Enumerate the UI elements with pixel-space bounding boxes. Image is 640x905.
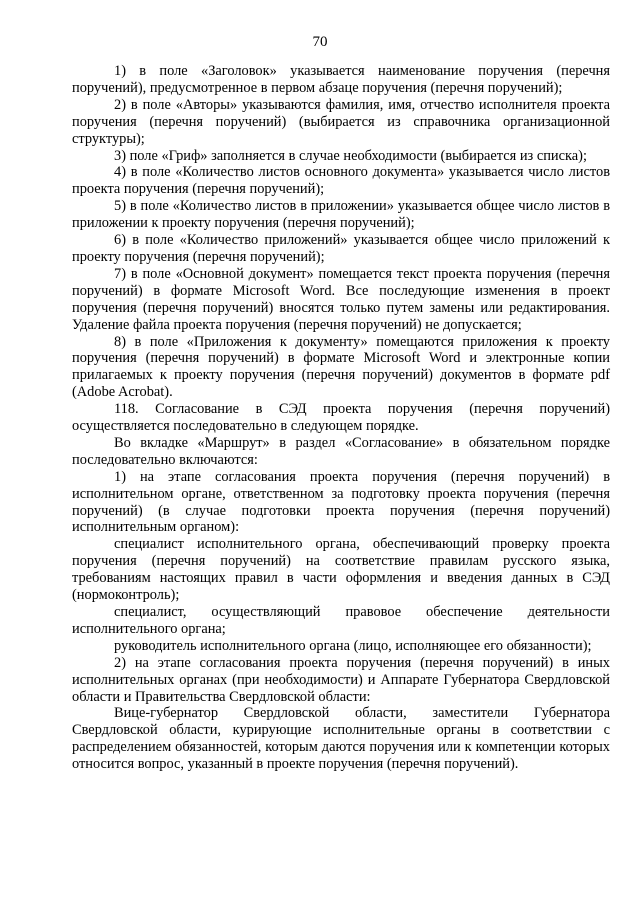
document-body <box>72 63 610 773</box>
paragraph-head-of-body: руководитель исполнительного органа (лицо, исполняющее его обязанности); <box>114 637 592 654</box>
paragraph-item-4: 4) в поле «Количество листов основного документа» указывается число листов проекта поручения (перечня поручений); <box>72 164 610 198</box>
paragraph-legal-specialist: специалист, осуществляющий правовое обеспечение деятельности исполнительного органа; <box>72 604 610 637</box>
paragraph-item-5: 5) в поле «Количество листов в приложении» указывается общее число листов в приложении к проекту поручения (перечня поручений); <box>72 198 610 232</box>
paragraph-vice-governor: Вице-губернатор Свердловской области, заместители Губернатора Свердловской области, курирующие исполнительные органы в соответствии с распределением обязанностей, которым даются поручения или к компетенции которых относится вопрос, указанный в проекте поручения (перечня поручений). <box>72 705 610 773</box>
paragraph-item-6: 6) в поле «Количество приложений» указывается общее число приложений к проекту поручения (перечня поручений); <box>72 232 610 265</box>
paragraph-stage-2: 2) на этапе согласования проекта поручения (перечня поручений) в иных исполнительных органах (при необходимости) и Аппарате Губернатора Свердловской области и Правительства Свердловской области: <box>72 654 610 705</box>
paragraph-item-2: 2) в поле «Авторы» указываются фамилия, имя, отчество исполнителя проекта поручения (перечня поручений) (выбирается из справочника организационной структуры); <box>72 96 610 147</box>
paragraph-stage-1: 1) на этапе согласования проекта поручения (перечня поручений) в исполнительном органе, ответственном за подготовку проекта поручения (перечня поручений) (в случае подготовки проекта поручения (перечня поручений) исполнительным органом): <box>72 468 610 536</box>
paragraph-route-intro: Во вкладке «Маршрут» в раздел «Согласование» в обязательном порядке последовательно включаются: <box>72 434 610 468</box>
paragraph-item-3: 3) поле «Гриф» заполняется в случае необходимости (выбирается из списка); <box>114 147 587 164</box>
paragraph-clause-118: 118. Согласование в СЭД проекта поручения (перечня поручений) осуществляется последовательно в следующем порядке. <box>72 401 610 435</box>
paragraph-normocontrol-specialist: специалист исполнительного органа, обеспечивающий проверку проекта поручения (перечня поручений) на соответствие правилам русского языка, требованиям настоящих правил в части оформления и введения данных в СЭД (нормоконтроль); <box>72 536 610 604</box>
paragraph-item-7: 7) в поле «Основной документ» помещается текст проекта поручения (перечня поручений) в формате Microsoft Word. Все последующие изменения в проект поручения (перечня поручений) вносятся только путем замены или редактирования. Удаление файла проекта поручения (перечня поручений) не допускается; <box>72 265 610 333</box>
paragraph-item-8: 8) в поле «Приложения к документу» помещаются приложения к проекту поручения (перечня поручений) в формате Microsoft Word и электронные копии прилагаемых к проекту поручения (перечня поручений) документов в формате pdf (Adobe Acrobat). <box>72 333 610 401</box>
paragraph-item-1: 1) в поле «Заголовок» указывается наименование поручения (перечня поручений), предусмотренное в первом абзаце поручения (перечня поручений); <box>72 63 610 96</box>
page-number: 70 <box>312 34 328 50</box>
